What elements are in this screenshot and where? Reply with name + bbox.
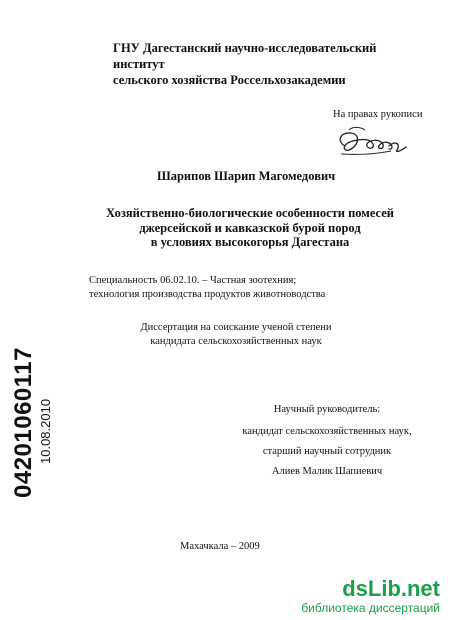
specialty-line-1: Специальность 06.02.10. – Частная зоотехния; xyxy=(89,275,297,286)
signature-image xyxy=(331,124,411,162)
specialty-block xyxy=(89,274,389,302)
institution-block xyxy=(113,40,413,88)
stamp-date: 10.08.2010 xyxy=(38,398,53,464)
supervisor-position: старший научный сотрудник xyxy=(262,446,392,457)
title-line-2: джерсейской и кавказской бурой пород xyxy=(139,220,361,235)
institution-line-1: ГНУ Дагестанский научно-исследовательский институт xyxy=(113,41,377,71)
supervisor-heading: Научный руководитель: xyxy=(273,404,381,415)
stamp-number: 04201060117 xyxy=(10,347,37,498)
manuscript-rights: На правах рукописи xyxy=(333,109,423,120)
watermark-name: dsLib.net xyxy=(342,576,440,601)
dslib-watermark xyxy=(301,576,448,620)
degree-line-1: Диссертация на соискание ученой степени xyxy=(140,322,332,333)
library-stamp xyxy=(10,268,56,498)
city-year: Махачкала – 2009 xyxy=(180,541,260,552)
title-line-1: Хозяйственно-биологические особенности помесей xyxy=(106,206,394,220)
supervisor-name: Алиев Малик Шапиевич xyxy=(271,466,383,477)
title-line-3: в условиях высокогорья Дагестана xyxy=(150,235,350,249)
degree-line-2: кандидата сельскохозяйственных наук xyxy=(150,336,322,347)
author-name: Шарипов Шарип Магомедович xyxy=(157,169,336,183)
degree-block xyxy=(86,321,386,349)
specialty-line-2: технология производства продуктов животноводства xyxy=(89,289,326,300)
watermark-subtitle: библиотека диссертаций xyxy=(301,601,440,615)
dissertation-title xyxy=(100,206,400,250)
supervisor-degree: кандидат сельскохозяйственных наук, xyxy=(242,426,412,437)
institution-line-2: сельского хозяйства Россельхозакадемии xyxy=(113,73,346,87)
